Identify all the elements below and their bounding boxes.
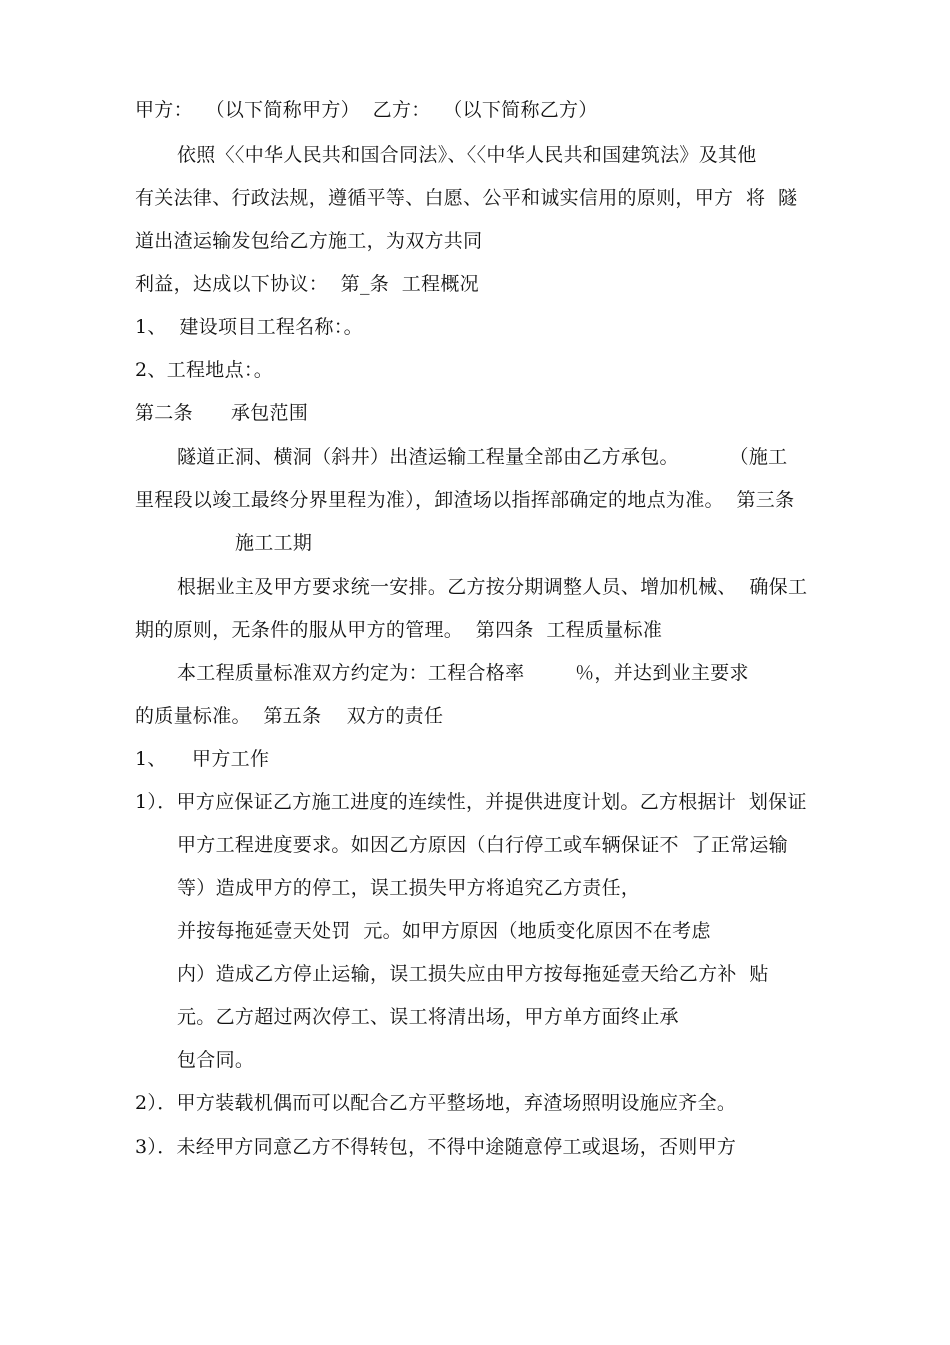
paragraph-line: 甲方工程进度要求。如因乙方原因（白行停工或车辆保证不 了正常运输 [177,834,788,856]
section-heading: 施工工期 [235,532,313,554]
paragraph-line: 利益，达成以下协议： 第_条 工程概况 [135,273,479,295]
paragraph-line: 根据业主及甲方要求统一安排。乙方按分期调整人员、增加机械、 确保工 [177,576,808,598]
list-item: 1）．甲方应保证乙方施工进度的连续性，并提供进度计划。乙方根据计 划保证 [135,791,807,813]
paragraph-line: 道出渣运输发包给乙方施工，为双方共同 [135,230,483,252]
paragraph-line: 等）造成甲方的停工，误工损失甲方将追究乙方责任， [177,877,641,899]
list-item: 1、 甲方工作 [135,748,270,770]
paragraph-line: 期的原则，无条件的服从甲方的管理。 第四条 工程质量标准 [135,619,663,641]
paragraph-line: 有关法律、行政法规，遵循平等、白愿、公平和诚实信用的原则，甲方 将 隧 [135,187,798,209]
paragraph-line: 隧道正洞、横洞（斜井）出渣运输工程量全部由乙方承包。 （施工 [177,446,788,468]
paragraph-line: 内）造成乙方停止运输，误工损失应由甲方按每拖延壹天给乙方补 贴 [177,963,769,985]
parties-line: 甲方： （以下简称甲方） 乙方： （以下简称乙方） [135,99,598,121]
section-heading: 第二条 承包范围 [135,402,309,424]
paragraph-line: 元。乙方超过两次停工、误工将清出场，甲方单方面终止承 [177,1006,679,1028]
list-item: 2）．甲方装载机偶而可以配合乙方平整场地，弃渣场照明设施应齐全。 [135,1092,737,1114]
list-item: 3）．未经甲方同意乙方不得转包，不得中途随意停工或退场，否则甲方 [135,1136,737,1158]
list-item: 1、 建设项目工程名称：。 [135,316,363,338]
paragraph-line: 本工程质量标准双方约定为：工程合格率 ％，并达到业主要求 [177,662,749,684]
paragraph-line: 的质量标准。 第五条 双方的责任 [135,705,444,727]
paragraph-line: 依照〈〈中华人民共和国合同法》、〈〈中华人民共和国建筑法》及其他 [177,144,757,166]
paragraph-line: 包合同。 [177,1049,255,1071]
paragraph-line: 里程段以竣工最终分界里程为准），卸渣场以指挥部确定的地点为准。 第三条 [135,489,795,511]
paragraph-line: 并按每拖延壹天处罚 元。如甲方原因（地质变化原因不在考虑 [177,920,711,942]
list-item: 2、工程地点：。 [135,359,273,381]
